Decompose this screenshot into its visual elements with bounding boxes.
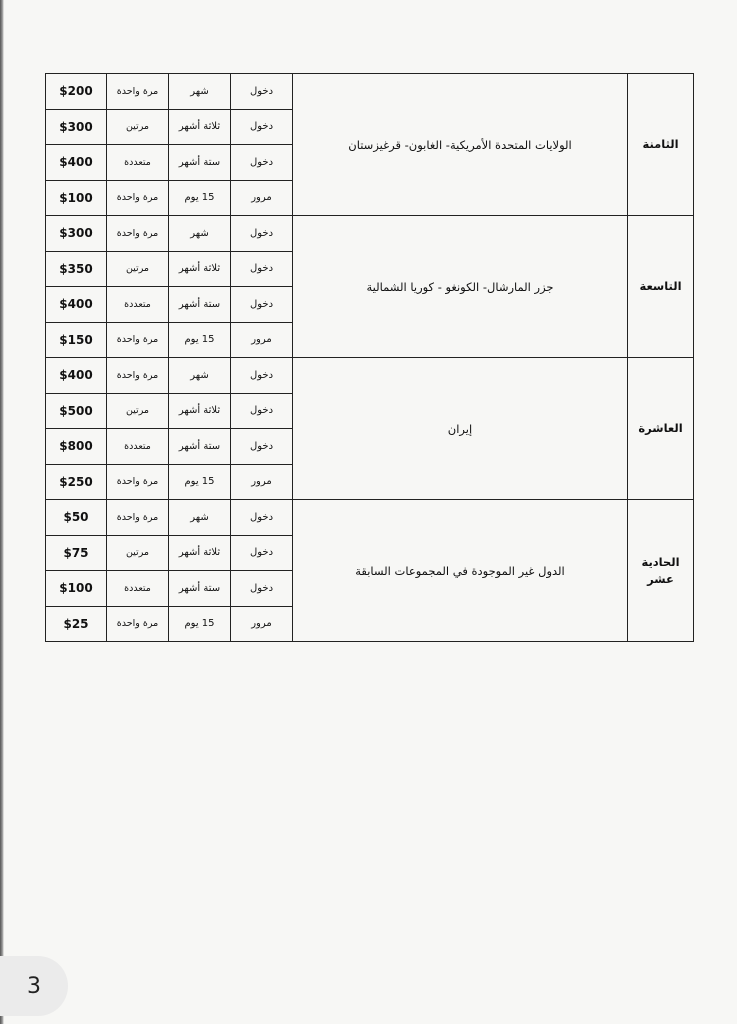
- duration-cell: 15 يوم: [169, 606, 231, 642]
- entries-cell: مرة واحدة: [107, 74, 169, 110]
- price-cell: $800: [46, 429, 107, 465]
- duration-cell: شهر: [169, 358, 231, 394]
- entries-cell: متعددة: [107, 287, 169, 323]
- visa-type-cell: مرور: [231, 606, 293, 642]
- price-cell: $300: [46, 109, 107, 145]
- duration-cell: 15 يوم: [169, 180, 231, 216]
- entries-cell: مرتين: [107, 251, 169, 287]
- duration-cell: ستة أشهر: [169, 287, 231, 323]
- entries-cell: متعددة: [107, 429, 169, 465]
- page-edge-shadow: [0, 0, 4, 1024]
- table-row: [46, 74, 694, 110]
- visa-type-cell: دخول: [231, 429, 293, 465]
- price-cell: $50: [46, 500, 107, 536]
- visa-type-cell: مرور: [231, 322, 293, 358]
- price-cell: $400: [46, 358, 107, 394]
- duration-cell: ثلاثة أشهر: [169, 393, 231, 429]
- countries-cell: الدول غير الموجودة في المجموعات السابقة: [293, 500, 628, 642]
- group-name-cell: الثامنة: [628, 74, 694, 216]
- visa-type-cell: دخول: [231, 251, 293, 287]
- entries-cell: مرتين: [107, 535, 169, 571]
- entries-cell: مرة واحدة: [107, 464, 169, 500]
- price-cell: $75: [46, 535, 107, 571]
- duration-cell: شهر: [169, 74, 231, 110]
- price-cell: $100: [46, 571, 107, 607]
- price-cell: $200: [46, 74, 107, 110]
- visa-type-cell: دخول: [231, 393, 293, 429]
- duration-cell: ثلاثة أشهر: [169, 535, 231, 571]
- entries-cell: مرة واحدة: [107, 500, 169, 536]
- price-cell: $250: [46, 464, 107, 500]
- visa-type-cell: دخول: [231, 287, 293, 323]
- entries-cell: مرتين: [107, 109, 169, 145]
- price-cell: $100: [46, 180, 107, 216]
- group-name-cell: الحادية عشر: [628, 500, 694, 642]
- price-cell: $400: [46, 287, 107, 323]
- group-name-cell: العاشرة: [628, 358, 694, 500]
- price-cell: $400: [46, 145, 107, 181]
- visa-type-cell: دخول: [231, 358, 293, 394]
- duration-cell: ثلاثة أشهر: [169, 109, 231, 145]
- entries-cell: متعددة: [107, 145, 169, 181]
- visa-type-cell: دخول: [231, 109, 293, 145]
- table-row: [46, 216, 694, 252]
- duration-cell: 15 يوم: [169, 464, 231, 500]
- page-number-badge: [0, 956, 68, 1016]
- price-cell: $25: [46, 606, 107, 642]
- entries-cell: مرة واحدة: [107, 180, 169, 216]
- visa-type-cell: دخول: [231, 74, 293, 110]
- visa-type-cell: دخول: [231, 571, 293, 607]
- entries-cell: مرة واحدة: [107, 606, 169, 642]
- table-row: [46, 500, 694, 536]
- duration-cell: ستة أشهر: [169, 145, 231, 181]
- countries-cell: إيران: [293, 358, 628, 500]
- duration-cell: 15 يوم: [169, 322, 231, 358]
- price-cell: $300: [46, 216, 107, 252]
- entries-cell: متعددة: [107, 571, 169, 607]
- price-cell: $150: [46, 322, 107, 358]
- duration-cell: ثلاثة أشهر: [169, 251, 231, 287]
- entries-cell: مرة واحدة: [107, 322, 169, 358]
- visa-type-cell: مرور: [231, 180, 293, 216]
- duration-cell: شهر: [169, 500, 231, 536]
- price-cell: $500: [46, 393, 107, 429]
- visa-type-cell: دخول: [231, 145, 293, 181]
- visa-fee-table: [45, 73, 694, 642]
- countries-cell: الولايات المتحدة الأمريكية- الغابون- قرغيزستان: [293, 74, 628, 216]
- price-cell: $350: [46, 251, 107, 287]
- entries-cell: مرة واحدة: [107, 216, 169, 252]
- duration-cell: ستة أشهر: [169, 429, 231, 465]
- visa-type-cell: دخول: [231, 535, 293, 571]
- group-name-cell: التاسعة: [628, 216, 694, 358]
- visa-type-cell: دخول: [231, 216, 293, 252]
- entries-cell: مرتين: [107, 393, 169, 429]
- duration-cell: شهر: [169, 216, 231, 252]
- duration-cell: ستة أشهر: [169, 571, 231, 607]
- countries-cell: جزر المارشال- الكونغو - كوريا الشمالية: [293, 216, 628, 358]
- page-number: 3: [27, 973, 41, 999]
- visa-type-cell: مرور: [231, 464, 293, 500]
- visa-type-cell: دخول: [231, 500, 293, 536]
- entries-cell: مرة واحدة: [107, 358, 169, 394]
- table-row: [46, 358, 694, 394]
